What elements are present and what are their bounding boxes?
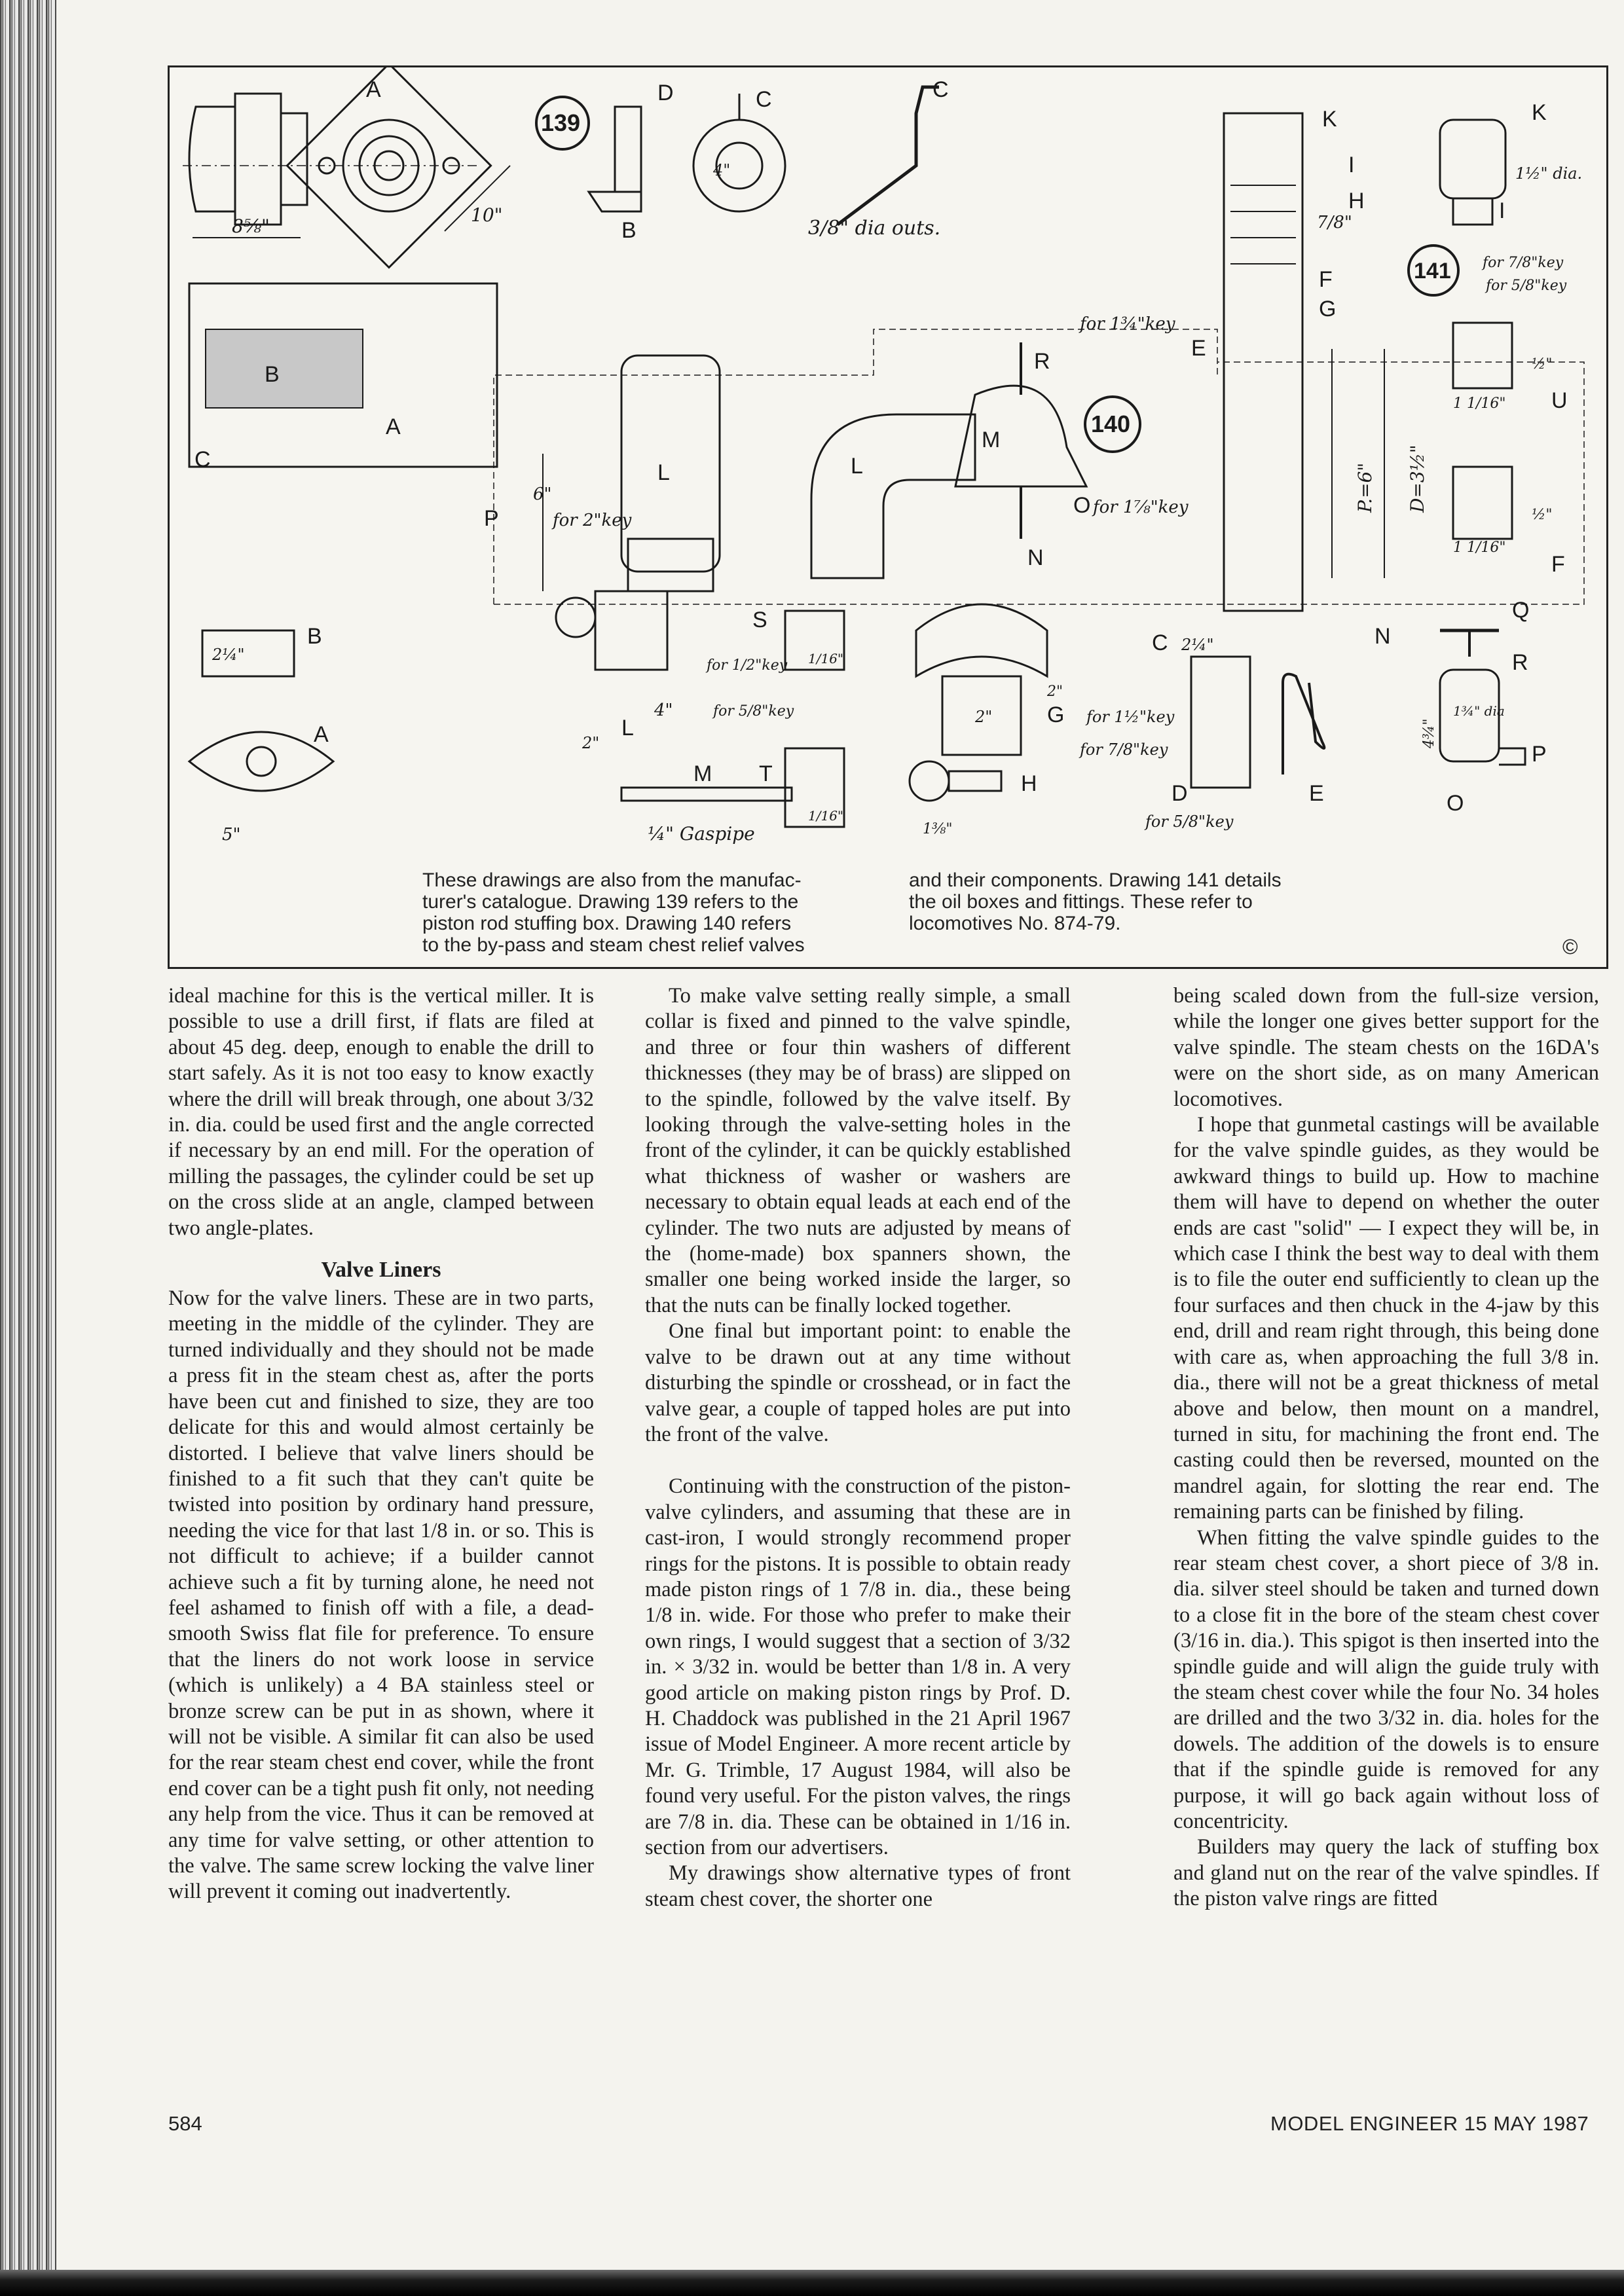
dim-2-1-4-c: 2¼" — [1181, 636, 1214, 654]
dim-1-3-8: 1⅜" — [923, 821, 953, 837]
technical-drawings-panel — [168, 65, 1608, 969]
label-B-lower: B — [307, 624, 322, 649]
dim-6: 6" — [533, 484, 552, 504]
part-E-spring-clip — [1283, 674, 1324, 774]
paragraph: ideal machine for this is the vertical miller. It is possible to use a drill first, if flats are filed at about 45 deg. deep, enough to enable the drill to start safely. As it is not too easy to know exactly where the drill will break through, one about 3/32 in. dia. could be used first and the angle corrected if necessary by an end mill. For the operation of milling the passages, the cylinder could be set up on the cross slide at an angle, clamped between two angle-plates. — [168, 984, 594, 1240]
label-N-lower: N — [1375, 624, 1391, 649]
key-7-8-141: for 7/8"key — [1483, 255, 1564, 271]
part-G-pulley — [916, 604, 1047, 676]
label-A-lower: A — [314, 722, 329, 747]
scan-binding-shadow — [0, 0, 56, 2296]
paragraph: Builders may query the lack of stuffing box and gland nut on the rear of the valve spindles. If the piston valve rings are fitted — [1173, 1835, 1599, 1911]
gland-flange — [235, 94, 281, 225]
label-M-lower: M — [693, 761, 712, 786]
label-D: D — [657, 81, 674, 105]
part-U — [1453, 323, 1512, 388]
relief-valve-spring — [1230, 185, 1296, 264]
paragraph: I hope that gunmetal castings will be available for the valve spindle guides, as they would be awkward things to build up. How to machine them will have to depend on whether the outer ends are cast "solid" — I expect they will be, in which case I think the best way to deal with them is to file the outer end sufficiently to clean up the four surfaces and then chuck in the 4-jaw by this end, drill and ream right through, this being done with care as, when approaching the full 3/8 in. dia., there will not be a great thickness of metal above and below, then mount on a mandrel, turned in situ, for machining the front end. The casting could then be reversed, mounted on the mandrel again, for slotting the rear end. The remaining parts can be finished by filing. — [1173, 1113, 1599, 1524]
key-1-2-s: for 1/2"key — [707, 657, 788, 674]
label-G-lower: G — [1047, 702, 1065, 727]
label-O-140: O — [1073, 493, 1091, 518]
label-C-lower: C — [1152, 630, 1168, 655]
dim-2-1-4: 2¼" — [212, 646, 245, 664]
key-5-8-141: for 5/8"key — [1486, 278, 1567, 294]
label-G-140: G — [1319, 297, 1337, 321]
part-F-141 — [1453, 467, 1512, 539]
label-F-141: F — [1551, 552, 1565, 577]
paragraph: Now for the valve liners. These are in two parts, meeting in the middle of the cylinder. They are turned individually and they should not be made a press fit in the steam chest as, after the ports have been cut and finished to size, they are too delicate for this and would almost certainly be distorted. I believe that valve liners should be finished to a fit such that they can't quite be twisted into position by ordinary hand pressure, needing the vice for that last 1/8 in. or so. This is not difficult to achieve; if a builder cannot achieve such a fit by turning alone, he need not feel ashamed to finish off with a file, a dead-smooth Swiss flat file for preference. To ensure that the liners do not work loose in service (which is unlikely) a 4 BA stainless steel or bronze screw can be put in as shown, where it will not be visible. A similar fit can also be used for the rear steam chest end cover, while the front end cover can be a tight push fit only, not needing any help from the vice. Thus it can be removed at any time for valve setting, or other attention to the valve. The same screw locking the valve liner will prevent it coming out inadvertently. — [168, 1286, 594, 1904]
paragraph: Continuing with the construction of the piston-valve cylinders, and assuming that these are in cast-iron, I would strongly recommend proper rings for the pistons. It is possible to obtain ready made piston rings of 1 7/8 in. dia., these being 1/8 in. wide. For those who prefer to make their own rings, I would suggest that a section of 3/32 in. × 3/32 in. would be better than 1/8 in. A very good article on making piston rings by Prof. D. H. Chaddock was published in the 21 April 1967 issue of Model Engineer. A more recent article by Mr. G. Trimble, 17 August 1984, will also be found very useful. For the piston valves, the rings are 7/8 in. dia. These can be obtained in 1/16 in. section from our advertisers. — [645, 1474, 1071, 1859]
label-M-140: M — [982, 428, 1001, 452]
part-L-lower — [595, 591, 667, 670]
label-P: Q — [1512, 598, 1530, 623]
key-1-5-g: for 1½"key — [1086, 708, 1175, 726]
article-column-3 — [1173, 983, 1599, 1912]
part-A-lower — [189, 732, 333, 791]
label-O-lower: O — [1447, 791, 1464, 816]
label-F-140: F — [1319, 267, 1333, 292]
label-S: S — [752, 608, 767, 632]
dim-4-3-4: 4¾" — [1421, 718, 1437, 748]
part-L-nut — [628, 539, 713, 591]
label-B-140: B — [265, 362, 280, 387]
dim-p6: P.=6" — [1354, 462, 1376, 513]
label-B-139: B — [621, 218, 637, 243]
part-A-lower-bore — [247, 747, 276, 776]
dim-1-16-s: 1/16" — [808, 651, 844, 666]
dim-1-1-16-u: 1 1/16" — [1453, 395, 1506, 412]
label-I-140: I — [1348, 153, 1355, 177]
paragraph: One final but important point: to enable the valve to be drawn out at any time without disturbing the spindle or crosshead, or in fact the valve gear, a couple of tapped holes are put into the front of the valve. — [645, 1319, 1071, 1446]
oil-box-cap — [1440, 120, 1505, 198]
dim-1-3-4-dia: 1¾" dia — [1453, 703, 1505, 719]
dim-2-l: 2" — [582, 734, 600, 752]
valve-bore-hatch — [206, 329, 363, 408]
part-B-foot — [589, 192, 641, 211]
dim-2-side: 2" — [1047, 683, 1063, 700]
dim-3-8-dia: 3/8" dia outs. — [808, 217, 941, 240]
label-T: T — [759, 761, 773, 786]
dim-8-5-8: 8⅝" — [232, 215, 270, 237]
label-C-140: C — [194, 447, 211, 472]
part-D — [615, 107, 641, 192]
paragraph: being scaled down from the full-size version, while the longer one gives better support for the valve spindle. The steam chests on the 16DA's were on the short side, as on many American locomotives. — [1173, 984, 1599, 1111]
label-H-lower: H — [1021, 771, 1037, 796]
article-column-1 — [168, 983, 594, 1905]
label-L-140: L — [657, 460, 670, 485]
part-C-lever — [838, 87, 939, 225]
key-7-8-d: for 7/8"key — [1080, 740, 1168, 759]
square-flange — [287, 67, 490, 268]
part-C-collar — [693, 120, 785, 211]
label-H-140: H — [1348, 189, 1365, 213]
label-K-141: K — [1532, 100, 1547, 125]
label-K-140: K — [1322, 107, 1337, 132]
paragraph: My drawings show alternative types of front steam chest cover, the shorter one — [645, 1861, 1071, 1911]
label-A-139: A — [366, 77, 381, 102]
drawing-141-oil-boxes — [1409, 100, 1582, 577]
label-R-140: R — [1034, 349, 1050, 374]
dim-4: 4" — [654, 701, 673, 720]
label-I-141: I — [1499, 198, 1505, 223]
label-L-lower: L — [621, 716, 634, 740]
dim-1-5-dia: 1½" dia. — [1515, 164, 1583, 183]
oil-box-neck — [1453, 198, 1492, 225]
drawing-139-stuffing-box — [183, 67, 949, 268]
figure-caption-left: These drawings are also from the manufac- turer's catalogue. Drawing 139 refers to the piston rod stuffing box. Drawing 140 refers to the by-pass and steam chest relief valves — [422, 869, 805, 956]
dim-7-8: 7/8" — [1317, 213, 1352, 232]
label-U: U — [1551, 388, 1568, 413]
part-H-ball — [910, 761, 949, 801]
copyright-symbol: © — [1562, 935, 1578, 958]
dim-10: 10" — [471, 204, 503, 226]
drawing-number-140: 140 — [1091, 410, 1131, 437]
part-L-elbow — [811, 414, 975, 578]
label-D-lower: D — [1172, 781, 1188, 806]
key-5-8-d: for 5/8"key — [1145, 812, 1234, 831]
gland-profile — [189, 107, 235, 211]
dim-1-2-u: ½" — [1532, 356, 1553, 373]
scan-bottom-shadow — [0, 2270, 1624, 2296]
page-number: 584 — [168, 2112, 202, 2135]
technical-drawings — [170, 67, 1610, 971]
drawing-number-139: 139 — [541, 109, 581, 136]
label-Q-140: P — [484, 506, 499, 531]
key-1-3-4: for 1¾"key — [1080, 314, 1175, 334]
article-column-2 — [645, 983, 1071, 1912]
dim-4-dia: 4" — [713, 161, 731, 179]
oil-cock-spout — [1499, 748, 1525, 765]
paragraph: When fitting the valve spindle guides to the rear steam chest cover, a short piece of 3/8 in. dia. silver steel should be taken and turned down to a close fit in the bore of the steam chest cover (3/16 in. dia.). This spigot is then inserted into the spindle guide and will align the guide truly with the steam chest cover while the four No. 34 holes are drilled and the two 3/32 in. dia. holes for the dowels. The addition of the dowels is to ensure that if the spindle guide is removed for any purpose, it will go back again without loss of concentricity. — [1173, 1525, 1599, 1833]
dim-d3-5: D=3½" — [1407, 445, 1428, 513]
gas-pipe — [621, 788, 792, 801]
part-D-bolt — [1191, 657, 1250, 788]
key-5-8-t: for 5/8"key — [713, 703, 794, 720]
key-2: for 2"key — [553, 511, 632, 530]
lower-row-details — [189, 591, 1547, 845]
label-N-140: N — [1027, 545, 1044, 570]
label-E-140: E — [1191, 336, 1206, 361]
section-heading-valve-liners: Valve Liners — [321, 1258, 441, 1283]
figure-caption-right: and their components. Drawing 141 details the oil boxes and fittings. These refer to locomotives No. 874-79. — [909, 869, 1282, 934]
drawing-140-valves — [189, 107, 1584, 611]
label-L-elbow: L — [851, 454, 863, 479]
part-Q-eye — [556, 598, 595, 637]
dim-2-bottom: 2" — [975, 708, 993, 726]
label-E-lower: E — [1309, 781, 1324, 806]
gas-pipe-label: ¼" Gaspipe — [648, 823, 755, 845]
key-1-7-8: for 1⅞"key — [1093, 498, 1189, 517]
label-R-lower: R — [1512, 650, 1528, 675]
label-A-140: A — [386, 414, 401, 439]
paragraph: To make valve setting really simple, a small collar is fixed and pinned to the valve spindle, and three or four thin washers of different thicknesses (they may be of brass) are slipped on to the spindle, followed by the valve itself. By looking through the valve-setting holes in the front of the cylinder, it can be quickly established what thickness of washer or washers are necessary to obtain equal leads at each end of the cylinder. The two nuts are adjusted by means of the (home-made) box spanners shown, the smaller one being worked inside the larger, so that the nuts can be finally locked together. — [645, 984, 1071, 1317]
dim-1-16-t: 1/16" — [808, 808, 844, 824]
dim-5: 5" — [222, 825, 241, 845]
part-H-stem — [949, 771, 1001, 791]
dim-1-1-16-f: 1 1/16" — [1453, 539, 1506, 556]
journal-running-footer: MODEL ENGINEER 15 MAY 1987 — [1270, 2112, 1589, 2135]
label-C-lever: C — [932, 77, 949, 102]
label-C-top: C — [756, 87, 772, 112]
drawing-number-141: 141 — [1414, 259, 1451, 283]
dim-1-2-f: ½" — [1532, 507, 1553, 523]
label-Q-lower: P — [1532, 742, 1547, 767]
